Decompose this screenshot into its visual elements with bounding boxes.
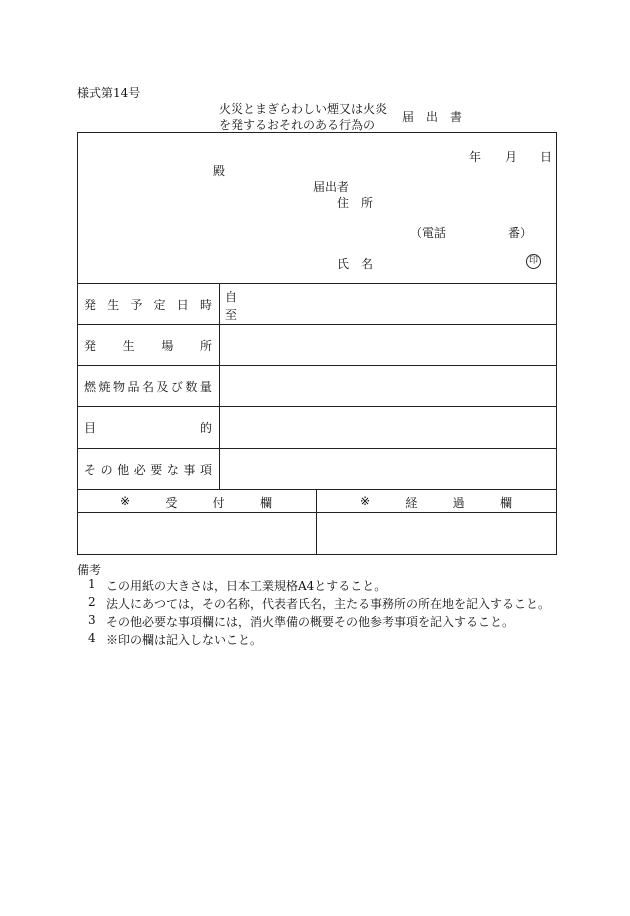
label-char: 過 <box>452 496 465 510</box>
label-char: 的 <box>199 421 212 435</box>
label-char: 受 <box>165 496 178 510</box>
to-label: 至 <box>225 308 238 322</box>
phone-open: （電話 <box>410 226 447 240</box>
label-char: 物 <box>112 380 125 394</box>
materials-field[interactable] <box>220 366 556 406</box>
receipt-header <box>120 494 272 511</box>
label-char: 発 <box>84 298 97 312</box>
label-char: 名 <box>141 380 154 394</box>
label-char: 生 <box>122 339 135 353</box>
purpose-field[interactable] <box>220 407 556 448</box>
label-char: ※ <box>360 494 371 508</box>
title-line-2: を発するおそれのある行為の <box>219 118 376 132</box>
label-char: 定 <box>153 298 166 312</box>
label-char: 他 <box>117 463 130 477</box>
label-char: 所 <box>199 339 212 353</box>
note-number: 4 <box>88 631 96 645</box>
label-char: 日 <box>176 298 189 312</box>
note-text: この用紙の大きさは，日本工業規格A4とすること。 <box>106 579 387 593</box>
row-label-materials <box>84 378 212 395</box>
label-char: 項 <box>199 463 212 477</box>
label-char: び <box>170 380 183 394</box>
label-char: 発 <box>84 339 97 353</box>
progress-header <box>360 494 512 511</box>
label-char: 焼 <box>98 380 111 394</box>
addressee-suffix: 殿 <box>213 164 226 178</box>
label-char: 生 <box>107 298 120 312</box>
label-char: 事 <box>183 463 196 477</box>
label-char: 欄 <box>259 496 272 510</box>
note-text: その他必要な事項欄には，消火準備の概要その他参考事項を記入すること。 <box>106 615 515 629</box>
label-char: 時 <box>199 298 212 312</box>
note-number: 2 <box>88 595 96 609</box>
label-char: 品 <box>127 380 140 394</box>
note-number: 3 <box>88 613 96 627</box>
form-number: 様式第14号 <box>77 86 141 100</box>
title-line-1: 火災とまぎらわしい煙又は火炎 <box>219 102 388 116</box>
seal-mark-icon: 印 <box>526 254 541 269</box>
note-text: 法人にあつては，その名称，代表者氏名，主たる事務所の所在地を記入すること。 <box>106 597 551 611</box>
other-field[interactable] <box>220 449 556 489</box>
label-char: ※ <box>120 494 131 508</box>
label-char: 経 <box>405 496 418 510</box>
from-label: 自 <box>225 290 238 304</box>
place-field[interactable] <box>220 325 556 365</box>
date-day: 日 <box>540 150 553 164</box>
label-char: そ <box>84 463 97 477</box>
address-label: 住 所 <box>337 196 374 210</box>
note-text: ※印の欄は記入しないこと。 <box>106 633 263 647</box>
name-label: 氏 名 <box>337 257 374 271</box>
label-char: 付 <box>212 496 225 510</box>
label-char: 目 <box>84 421 97 435</box>
label-char: 場 <box>161 339 174 353</box>
row-label-other <box>84 461 212 478</box>
title-suffix: 届 出 書 <box>402 110 463 124</box>
row-label-place <box>84 337 212 354</box>
label-char: 必 <box>133 463 146 477</box>
notifier-label: 届出者 <box>313 180 350 194</box>
label-char: 予 <box>130 298 143 312</box>
label-char: の <box>100 463 113 477</box>
date-year: 年 <box>469 150 482 164</box>
date-month: 月 <box>505 150 518 164</box>
row-label-datetime <box>84 296 212 313</box>
note-number: 1 <box>88 577 96 591</box>
phone-close: 番） <box>508 226 533 240</box>
label-char: な <box>166 463 179 477</box>
label-char: 燃 <box>84 380 97 394</box>
label-char: 量 <box>199 380 212 394</box>
label-char: 及 <box>156 380 169 394</box>
label-char: 数 <box>185 380 198 394</box>
label-char: 欄 <box>499 496 512 510</box>
datetime-field[interactable] <box>220 284 556 324</box>
notes-heading: 備考 <box>77 563 102 577</box>
row-label-purpose <box>84 419 212 436</box>
label-char: 要 <box>150 463 163 477</box>
